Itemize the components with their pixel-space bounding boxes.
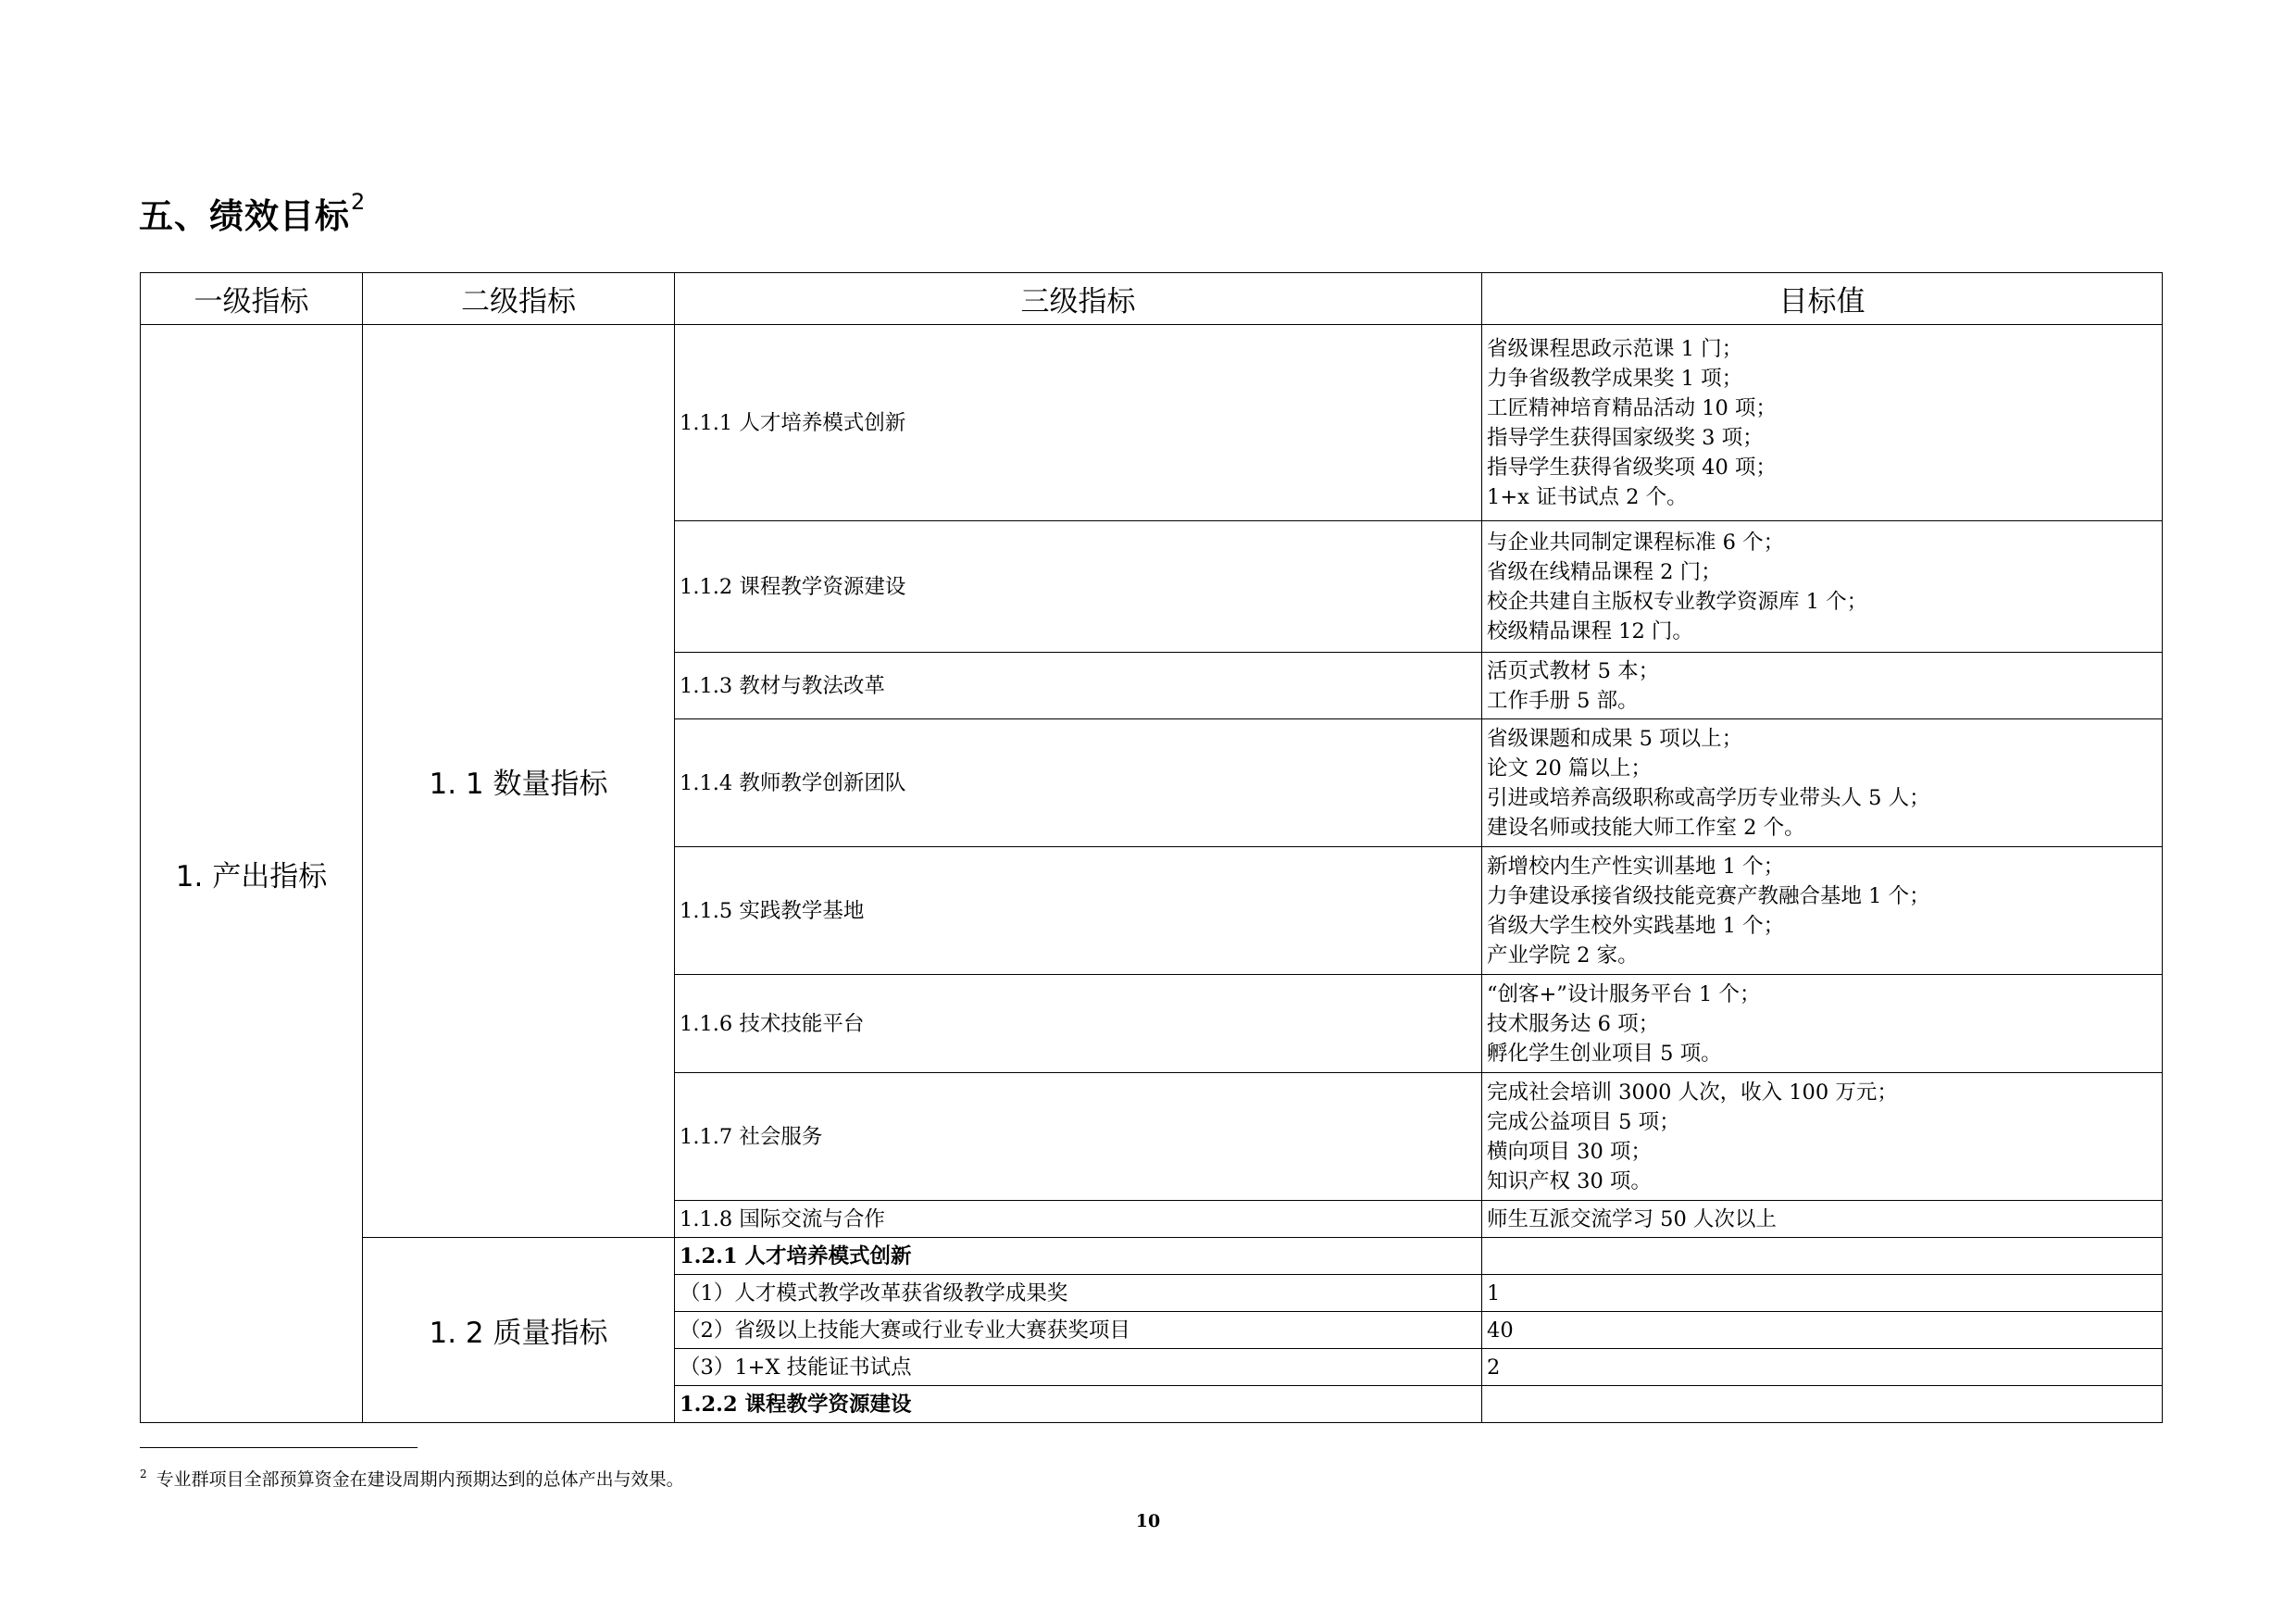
section-title: 五、绩效目标 xyxy=(139,196,350,236)
target-value-line: 力争建设承接省级技能竞赛产教融合基地 1 个； xyxy=(1487,883,1930,908)
target-value-line: 横向项目 30 项； xyxy=(1487,1139,1652,1164)
target-value-line: 1 xyxy=(1487,1280,1501,1305)
target-value-line: 省级课题和成果 5 项以上； xyxy=(1487,726,1743,751)
footnote-mark: 2 xyxy=(140,1468,147,1480)
table-body xyxy=(141,325,2163,1423)
level3-indicator: 1.1.1 人才培养模式创新 xyxy=(675,325,1482,521)
target-value-line: 省级课程思政示范课 1 门； xyxy=(1487,336,1743,361)
target-value-line: 活页式教材 5 本； xyxy=(1487,658,1660,683)
target-value-line: 新增校内生产性实训基地 1 个； xyxy=(1487,854,1785,879)
target-value-cell xyxy=(1482,1201,2163,1238)
performance-goals-table xyxy=(140,272,2163,1423)
target-value-cell xyxy=(1482,1349,2163,1386)
header-level2: 二级指标 xyxy=(363,273,675,325)
level3-indicator: 1.1.6 技术技能平台 xyxy=(675,975,1482,1073)
level2-indicator: 1. 1 数量指标 xyxy=(363,325,675,1238)
target-value-line: 省级大学生校外实践基地 1 个； xyxy=(1487,913,1785,938)
target-value-line: 校企共建自主版权专业教学资源库 1 个； xyxy=(1487,589,1868,614)
target-value-line: 与企业共同制定课程标准 6 个； xyxy=(1487,530,1785,555)
target-value-line: 力争省级教学成果奖 1 项； xyxy=(1487,366,1743,391)
target-value-line: 建设名师或技能大师工作室 2 个。 xyxy=(1487,815,1805,840)
target-value-cell xyxy=(1482,325,2163,521)
target-value-line: 知识产权 30 项。 xyxy=(1487,1168,1652,1193)
level3-indicator: （3）1+X 技能证书试点 xyxy=(675,1349,1482,1386)
level3-indicator: 1.1.5 实践教学基地 xyxy=(675,847,1482,975)
target-value-line: 师生互派交流学习 50 人次以上 xyxy=(1487,1206,1777,1231)
target-value-line: 工作手册 5 部。 xyxy=(1487,688,1639,713)
target-value-cell xyxy=(1482,521,2163,653)
target-value-line: 指导学生获得省级奖项 40 项； xyxy=(1487,455,1777,480)
target-value-line: 1+x 证书试点 2 个。 xyxy=(1487,484,1688,509)
target-value-line: 论文 20 篇以上； xyxy=(1487,756,1652,781)
table-row xyxy=(141,325,2163,521)
footnote xyxy=(140,1461,684,1493)
level3-indicator: 1.1.2 课程教学资源建设 xyxy=(675,521,1482,653)
level3-indicator: 1.1.7 社会服务 xyxy=(675,1073,1482,1201)
page-number: 10 xyxy=(1135,1511,1161,1531)
footnote-text: 专业群项目全部预算资金在建设周期内预期达到的总体产出与效果。 xyxy=(156,1469,684,1490)
target-value-cell xyxy=(1482,1386,2163,1423)
level3-indicator: 1.1.4 教师教学创新团队 xyxy=(675,719,1482,847)
level3-indicator: （1）人才模式教学改革获省级教学成果奖 xyxy=(675,1275,1482,1312)
level1-indicator: 1. 产出指标 xyxy=(141,325,363,1423)
target-value-cell xyxy=(1482,847,2163,975)
target-value-line: 完成公益项目 5 项； xyxy=(1487,1109,1680,1134)
header-target: 目标值 xyxy=(1482,273,2163,325)
target-value-cell xyxy=(1482,1238,2163,1275)
target-value-cell xyxy=(1482,1312,2163,1349)
target-value-line: 指导学生获得国家级奖 3 项； xyxy=(1487,425,1764,450)
target-value-cell xyxy=(1482,653,2163,719)
target-value-cell xyxy=(1482,1275,2163,1312)
level3-indicator: 1.1.8 国际交流与合作 xyxy=(675,1201,1482,1238)
header-level1: 一级指标 xyxy=(141,273,363,325)
target-value-line: 校级精品课程 12 门。 xyxy=(1487,618,1693,643)
target-value-line: 技术服务达 6 项； xyxy=(1487,1011,1660,1036)
page-title xyxy=(139,169,366,249)
table-header-row xyxy=(141,273,2163,325)
target-value-cell xyxy=(1482,1073,2163,1201)
footnote-divider xyxy=(140,1447,418,1448)
level3-subheading: 1.2.1 人才培养模式创新 xyxy=(675,1238,1482,1275)
target-value-line: 孵化学生创业项目 5 项。 xyxy=(1487,1041,1722,1066)
target-value-line: 工匠精神培育精品活动 10 项； xyxy=(1487,395,1777,420)
target-value-cell xyxy=(1482,975,2163,1073)
level3-subheading: 1.2.2 课程教学资源建设 xyxy=(675,1386,1482,1423)
target-value-line: 2 xyxy=(1487,1355,1501,1380)
level3-indicator: （2）省级以上技能大赛或行业专业大赛获奖项目 xyxy=(675,1312,1482,1349)
table-row xyxy=(141,1238,2163,1275)
header-level3: 三级指标 xyxy=(675,273,1482,325)
target-value-line: 40 xyxy=(1487,1318,1514,1343)
target-value-line: 引进或培养高级职称或高学历专业带头人 5 人； xyxy=(1487,785,1930,810)
footnote-reference: 2 xyxy=(351,189,367,215)
level3-indicator: 1.1.3 教材与教法改革 xyxy=(675,653,1482,719)
target-value-line: 产业学院 2 家。 xyxy=(1487,943,1639,968)
target-value-line: 省级在线精品课程 2 门； xyxy=(1487,559,1722,584)
target-value-line: 完成社会培训 3000 人次，收入 100 万元； xyxy=(1487,1080,1898,1105)
target-value-cell xyxy=(1482,719,2163,847)
level2-indicator: 1. 2 质量指标 xyxy=(363,1238,675,1423)
target-value-line: “创客+”设计服务平台 1 个； xyxy=(1487,981,1761,1006)
